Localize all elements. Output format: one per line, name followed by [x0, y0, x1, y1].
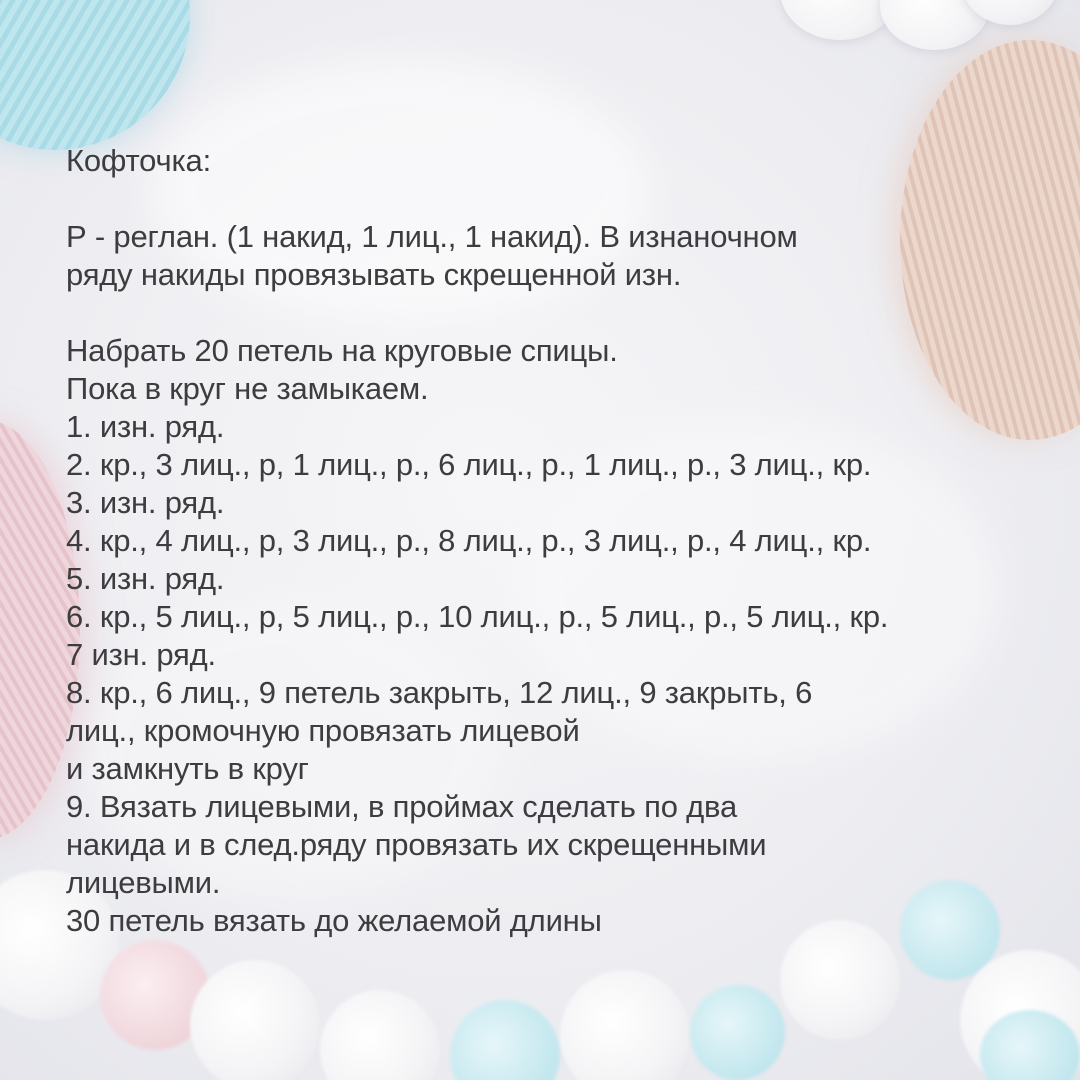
legend-line: Р - реглан. (1 накид, 1 лиц., 1 накид). В изнаночном	[66, 219, 798, 254]
pattern-title: Кофточка:	[66, 143, 211, 178]
step-line: 5. изн. ряд.	[66, 561, 225, 596]
legend-line: ряду накиды провязывать скрещенной изн.	[66, 257, 682, 292]
step-line: 6. кр., 5 лиц., р, 5 лиц., р., 10 лиц., р., 5 лиц., р., 5 лиц., кр.	[66, 599, 889, 634]
step-line: лиц., кромочную провязать лицевой	[66, 713, 580, 748]
step-line: 7 изн. ряд.	[66, 637, 216, 672]
step-line: 4. кр., 4 лиц., р, 3 лиц., р., 8 лиц., р., 3 лиц., р., 4 лиц., кр.	[66, 523, 872, 558]
pompom	[690, 985, 785, 1080]
step-line: 8. кр., 6 лиц., 9 петель закрыть, 12 лиц., 9 закрыть, 6	[66, 675, 813, 710]
step-line: накида и в след.ряду провязать их скрещенными	[66, 827, 767, 862]
step-line: 9. Вязать лицевыми, в проймах сделать по два	[66, 789, 738, 824]
blue-yarn-ball	[0, 0, 190, 150]
intro-line: Набрать 20 петель на круговые спицы.	[66, 333, 618, 368]
pompom	[450, 1000, 560, 1080]
spacer	[66, 294, 1066, 332]
pompom	[190, 960, 320, 1080]
step-line: 30 петель вязать до желаемой длины	[66, 903, 602, 938]
step-line: и замкнуть в круг	[66, 751, 309, 786]
pompom	[560, 970, 690, 1080]
step-line: 2. кр., 3 лиц., р, 1 лиц., р., 6 лиц., р., 1 лиц., р., 3 лиц., кр.	[66, 447, 872, 482]
spacer	[66, 180, 1066, 218]
step-line: 1. изн. ряд.	[66, 409, 225, 444]
step-line: лицевыми.	[66, 865, 221, 900]
pompom	[320, 990, 440, 1080]
intro-line: Пока в круг не замыкаем.	[66, 371, 429, 406]
step-line: 3. изн. ряд.	[66, 485, 225, 520]
knitting-pattern-text	[66, 142, 1066, 940]
